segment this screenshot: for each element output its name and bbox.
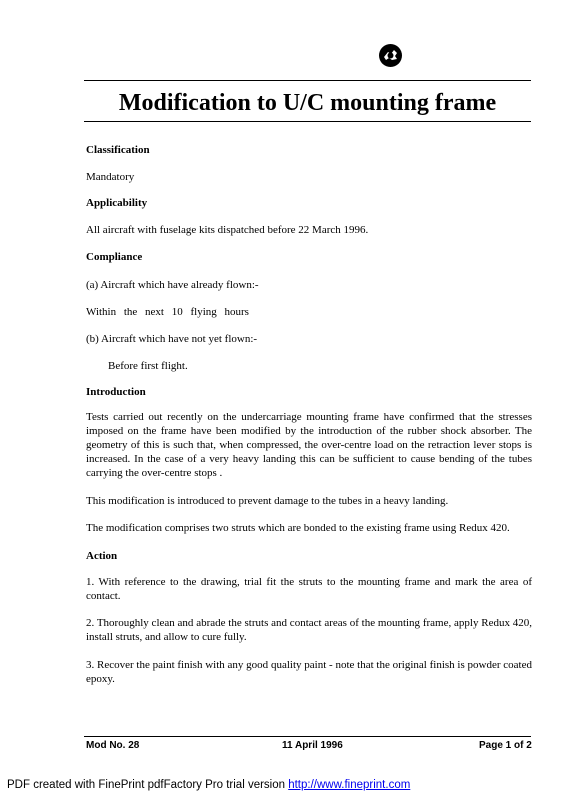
- compliance-item-a: (a) Aircraft which have already flown:-: [86, 279, 259, 291]
- footer-page-number: Page 1 of 2: [479, 740, 532, 751]
- footer-date: 11 April 1996: [282, 740, 343, 751]
- applicability-heading: Applicability: [86, 197, 148, 209]
- watermark-text: PDF created with FinePrint pdfFactory Pro trial version: [7, 779, 289, 791]
- compliance-item-a-detail: Within the next 10 flying hours: [86, 306, 249, 318]
- action-step-1: 1. With reference to the drawing, trial fit the struts to the mounting frame and mark the area of contact.: [86, 576, 532, 602]
- pdf-watermark: [0, 778, 566, 792]
- title-rule: [84, 121, 531, 122]
- footer-mod-number: Mod No. 28: [86, 740, 140, 751]
- footer-rule: [84, 736, 531, 737]
- classification-value: Mandatory: [86, 171, 135, 183]
- introduction-paragraph-2: This modification is introduced to prevent damage to the tubes in a heavy landing.: [86, 495, 449, 507]
- watermark-link[interactable]: http://www.fineprint.com: [288, 779, 411, 791]
- compliance-item-b: (b) Aircraft which have not yet flown:-: [86, 333, 258, 345]
- action-step-2: 2. Thoroughly clean and abrade the struts and contact areas of the mounting frame, apply Redux 420, install struts, and allow to cure fully.: [86, 617, 532, 643]
- classification-heading: Classification: [86, 144, 150, 156]
- circular-emblem-icon: [379, 44, 402, 67]
- top-rule: [84, 80, 531, 81]
- applicability-value: All aircraft with fuselage kits dispatched before 22 March 1996.: [86, 224, 369, 236]
- page-title: Modification to U/C mounting frame: [118, 90, 497, 116]
- action-step-3: 3. Recover the paint finish with any good quality paint - note that the original finish is powder coated epoxy.: [86, 659, 532, 685]
- compliance-item-b-detail: Before first flight.: [108, 360, 188, 372]
- compliance-heading: Compliance: [86, 251, 143, 263]
- introduction-paragraph-1: Tests carried out recently on the undercarriage mounting frame have confirmed that the stresses imposed on the frame have been modified by the introduction of the rubber shock absorber. The geometry of this is such that, when compressed, the over-centre load on the retraction lever stops is increased. In the case of a very heavy landing this can be sufficient to cause bending of the tubes carrying the over-centre stops .: [86, 411, 532, 479]
- introduction-paragraph-3: The modification comprises two struts which are bonded to the existing frame using Redux 420.: [86, 522, 510, 534]
- action-heading: Action: [86, 550, 118, 562]
- introduction-heading: Introduction: [86, 386, 146, 398]
